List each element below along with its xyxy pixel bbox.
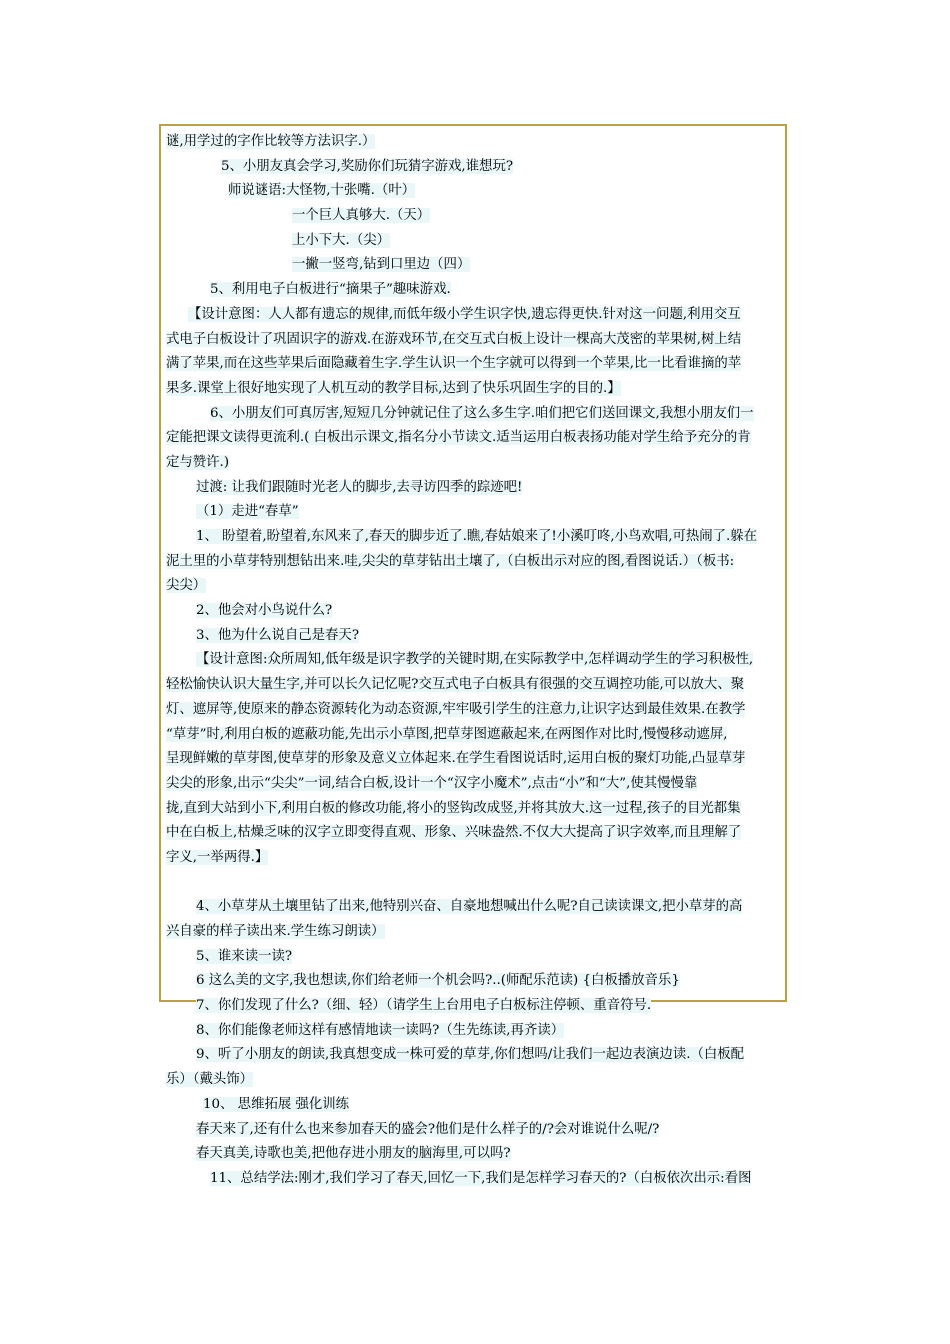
text-line: 【设计意图：人人都有遗忘的规律,而低年级小学生识字快,遗忘得更快.针对这一问题,利用交互 bbox=[188, 306, 741, 322]
text-line: 师说谜语:大怪物,十张嘴.（叶） bbox=[228, 183, 416, 199]
text-line: 【设计意图:众所周知,低年级是识字教学的关键时期,在实际教学中,怎样调动学生的学习积极性, bbox=[196, 652, 754, 668]
document-body bbox=[166, 130, 782, 1192]
text-line: 3、他为什么说自己是春天? bbox=[196, 627, 359, 643]
text-line: 兴自豪的样子读出来.学生练习朗读） bbox=[166, 924, 385, 939]
text-line: 定与赞许.) bbox=[166, 454, 230, 470]
text-line: 一撇一竖弯,钻到口里边（四） bbox=[292, 257, 471, 273]
document-frame bbox=[159, 124, 787, 1186]
text-line: 满了苹果,而在这些苹果后面隐藏着生字.学生认识一个生字就可以得到一个苹果,比一比看谁摘的苹 bbox=[166, 356, 742, 372]
text-line: 6 这么美的文字,我也想读,你们给老师一个机会吗?..(师配乐范读) {白板播放音乐} bbox=[196, 973, 680, 989]
text-line: 一个巨人真够大.（天） bbox=[292, 208, 431, 224]
text-line: 6、小朋友们可真厉害,短短几分钟就记住了这么多生字.咱们把它们送回课文,我想小朋友们一 bbox=[210, 405, 754, 421]
text-line: 拢,直到大站到小下,利用白板的修改功能,将小的竖钩改成竖,并将其放大.这一过程,孩子的目光都集 bbox=[166, 800, 741, 816]
text-line: “草芽”时,利用白板的遮蔽功能,先出示小草图,把草芽图遮蔽起来,在两图作对比时,慢慢移动遮屏, bbox=[166, 726, 728, 742]
text-line: 11、总结学法:刚才,我们学习了春天,回忆一下,我们是怎样学习春天的?（白板依次出示:看图 bbox=[210, 1170, 752, 1186]
text-line: 乐）（戴头饰） bbox=[166, 1072, 254, 1088]
text-line: 10、 思维拓展 强化训练 bbox=[203, 1096, 350, 1112]
text-line: 8、你们能像老师这样有感情地读一读吗?（生先练读,再齐读） bbox=[196, 1022, 565, 1038]
text-line: 字义,一举两得.】 bbox=[166, 849, 269, 865]
text-line: 尖尖的形象,出示“尖尖”一词,结合白板,设计一个“汉字小魔术”,点击“小”和“大”,使其慢慢靠 bbox=[166, 775, 698, 791]
text-line: 灯、遮屏等,使原来的静态资源转化为动态资源,牢牢吸引学生的注意力,让识字达到最佳效果.在教学 bbox=[166, 701, 746, 717]
text-line: 呈现鲜嫩的草芽图,使草芽的形象及意义立体起来.在学生看图说话时,运用白板的聚灯功能,凸显草芽 bbox=[166, 751, 746, 767]
text-line: （1）走进“春草” bbox=[196, 504, 299, 520]
text-line: 谜,用学过的字作比较等方法识字.） bbox=[166, 134, 376, 149]
text-line: 春天来了,还有什么也来参加春天的盛会?他们是什么样子的/?会对谁说什么呢/? bbox=[196, 1121, 660, 1137]
blank-line bbox=[166, 871, 782, 896]
text-line: 4、小草芽从土壤里钻了出来,他特别兴奋、自豪地想喊出什么呢?自己读读课文,把小草芽的高 bbox=[196, 899, 743, 915]
text-line: 5、小朋友真会学习,奖励你们玩猜字游戏,谁想玩? bbox=[221, 158, 514, 174]
text-line: 9、听了小朋友的朗读,我真想变成一株可爱的草芽,你们想吗/让我们一起边表演边读.（白板配 bbox=[196, 1047, 745, 1063]
text-line: 过渡: 让我们跟随时光老人的脚步,去寻访四季的踪迹吧! bbox=[196, 479, 523, 495]
text-line: 式电子白板设计了巩固识字的游戏.在游戏环节,在交互式白板上设计一棵高大茂密的苹果树,树上结 bbox=[166, 331, 742, 347]
text-line: 7、你们发现了什么?（细、轻）（请学生上台用电子白板标注停顿、重音符号. bbox=[196, 998, 652, 1014]
text-line: 泥土里的小草芽特别想钻出来.哇,尖尖的草芽钻出土壤了,（白板出示对应的图,看图说话.）（板书: bbox=[166, 553, 735, 569]
text-line: 5、谁来读一读? bbox=[196, 948, 293, 964]
text-line: 上小下大.（尖） bbox=[292, 232, 390, 248]
text-line: 尖尖） bbox=[166, 578, 207, 594]
text-line: 5、利用电子白板进行“摘果子”趣味游戏. bbox=[210, 282, 451, 298]
text-line: 春天真美,诗歌也美,把他存进小朋友的脑海里,可以吗? bbox=[196, 1146, 511, 1162]
text-line: 2、他会对小鸟说什么? bbox=[196, 603, 333, 619]
text-line: 定能把课文读得更流利.( 白板出示课文,指名分小节读文.适当运用白板表扬功能对学生给予充分的肯 bbox=[166, 430, 751, 446]
text-line: 果多.课堂上很好地实现了人机互动的教学目标,达到了快乐巩固生字的目的.】 bbox=[166, 380, 621, 396]
text-line: 轻松愉快认识大量生字,并可以长久记忆呢?交互式电子白板具有很强的交互调控功能,可以放大、聚 bbox=[166, 677, 745, 693]
text-line: 中在白板上,枯燥乏味的汉字立即变得直观、形象、兴味盎然.不仅大大提高了识字效率,而且理解了 bbox=[166, 825, 742, 841]
text-line: 1、 盼望着,盼望着,东风来了,春天的脚步近了.瞧,春姑娘来了!小溪叮咚,小鸟欢唱,可热闹了.躲在 bbox=[196, 529, 758, 544]
